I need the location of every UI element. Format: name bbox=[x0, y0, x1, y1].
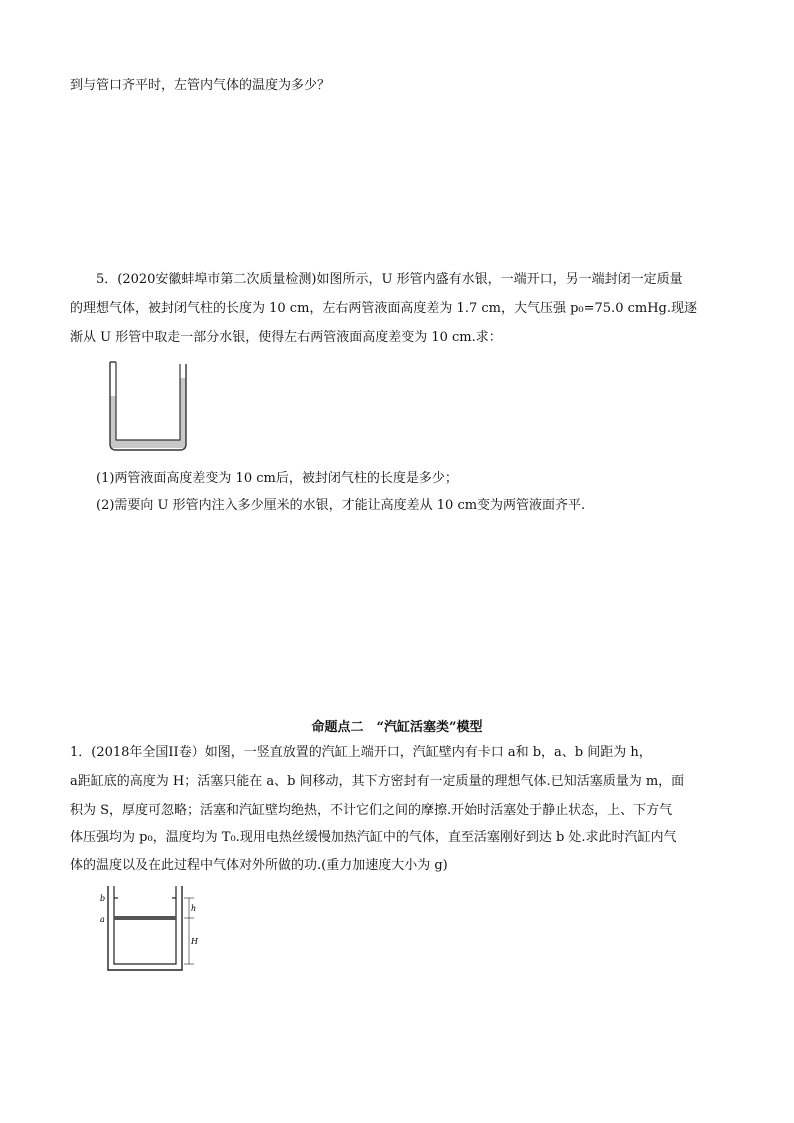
prev-question-tail: 到与管口齐平时，左管内气体的温度为多少？ bbox=[70, 78, 331, 93]
u-tube-outer-wall bbox=[110, 362, 186, 450]
cylinder-inner-wall bbox=[114, 886, 176, 964]
piston bbox=[114, 916, 176, 920]
u-tube-inner-wall bbox=[116, 362, 180, 440]
q1-line-5: 体的温度以及在此过程中气体对外所做的功.(重力加速度大小为 g) bbox=[70, 858, 448, 873]
q5-line-3: 渐从 U 形管中取走一部分水银，使得左右两管液面高度差变为 10 cm.求： bbox=[70, 330, 502, 345]
q5-sub-2: (2)需要向 U 形管内注入多少厘米的水银，才能让高度差从 10 cm变为两管液面齐平. bbox=[96, 498, 586, 513]
q1-line-1: 1．(2018年全国II卷）如图，一竖直放置的汽缸上端开口，汽缸壁内有卡口 a和 b，a、b 间距为 h， bbox=[70, 745, 652, 760]
q1-line-4: 体压强均为 p₀，温度均为 T₀.现用电热丝缓慢加热汽缸中的气体，直至活塞刚好到达 b 处.求此时汽缸内气 bbox=[70, 830, 677, 845]
q5-line-1: 5．(2020安徽蚌埠市第二次质量检测)如图所示，U 形管内盛有水银，一端开口，另一端封闭一定质量 bbox=[96, 272, 683, 287]
label-H: H bbox=[191, 937, 198, 946]
label-b: b bbox=[100, 894, 106, 903]
cylinder-outer-wall bbox=[108, 886, 182, 970]
q1-line-3: 积为 S，厚度可忽略；活塞和汽缸壁均绝热，不计它们之间的摩擦.开始时活塞处于静止状态，上、下方气 bbox=[70, 803, 673, 818]
q1-line-2: a距缸底的高度为 H；活塞只能在 a、b 间移动，其下方密封有一定质量的理想气体.已知活塞质量为 m，面 bbox=[70, 774, 685, 789]
label-a: a bbox=[100, 915, 105, 924]
label-h: h bbox=[191, 904, 197, 913]
u-tube-figure bbox=[104, 360, 192, 456]
section-title: 命题点二 “汽缸活塞类”模型 bbox=[311, 720, 483, 735]
cylinder-piston-figure bbox=[98, 882, 202, 974]
q5-line-2: 的理想气体，被封闭气柱的长度为 10 cm，左右两管液面高度差为 1.7 cm，大气压强 p₀=75.0 cmHg.现逐 bbox=[70, 301, 697, 316]
mercury-fill bbox=[110, 378, 186, 448]
q5-sub-1: (1)两管液面高度差变为 10 cm后，被封闭气柱的长度是多少； bbox=[96, 471, 458, 486]
